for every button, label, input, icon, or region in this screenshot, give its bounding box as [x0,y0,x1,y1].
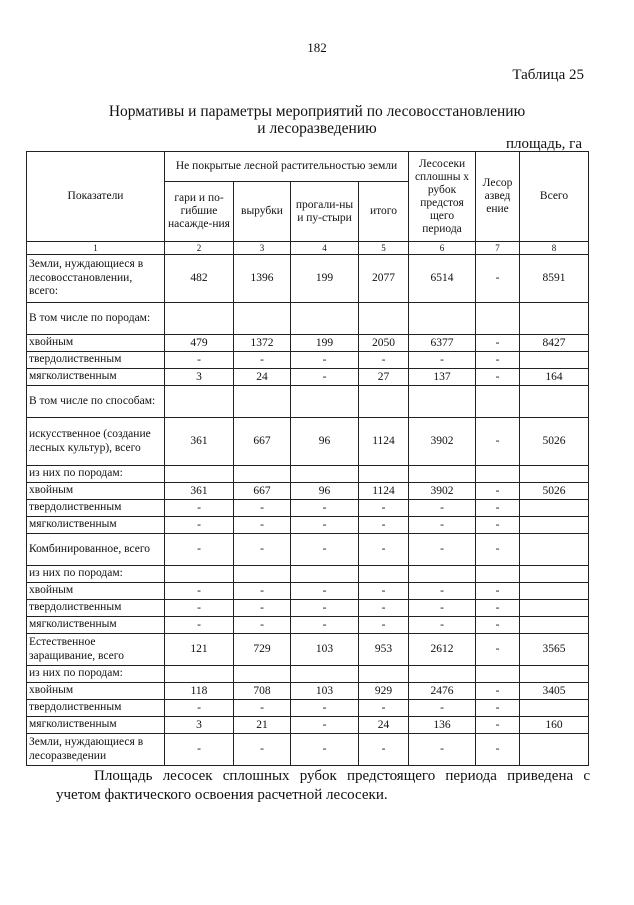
table-body [27,255,589,766]
table-cell [520,617,589,634]
table-row [27,700,589,717]
table-cell: - [476,500,520,517]
table-cell [520,466,589,483]
table-cell [520,352,589,369]
table-cell [520,386,589,418]
table-cell: 1372 [234,335,291,352]
table-cell [520,583,589,600]
table-cell [359,303,409,335]
table-cell: - [291,583,359,600]
table-cell: - [234,583,291,600]
table-cell: 199 [291,255,359,303]
table-cell: - [291,517,359,534]
row-label: В том числе по породам: [27,303,165,335]
table-cell: - [476,517,520,534]
table-cell [520,500,589,517]
table-cell: - [234,600,291,617]
column-index: 8 [520,242,589,255]
table-row [27,255,589,303]
table-cell: - [409,700,476,717]
table-cell: - [359,600,409,617]
table-cell: - [409,600,476,617]
table-cell: 6514 [409,255,476,303]
table-row [27,466,589,483]
table-cell: - [234,534,291,566]
table-cell [520,534,589,566]
table-cell: - [291,717,359,734]
table-cell: 24 [234,369,291,386]
table-cell: - [165,583,234,600]
table-title [0,103,634,137]
table-cell: 953 [359,634,409,666]
table-cell: 3 [165,717,234,734]
table-cell: - [291,734,359,766]
header-glades: прогали-ны и пу-стыри [291,182,359,242]
table-row [27,303,589,335]
table-cell: - [476,734,520,766]
table-cell: 2476 [409,683,476,700]
table-row [27,683,589,700]
table-row [27,352,589,369]
table-cell: 3902 [409,418,476,466]
table-cell [291,303,359,335]
table-cell: 24 [359,717,409,734]
table-cell: - [476,534,520,566]
table-cell [520,734,589,766]
table-cell: - [291,352,359,369]
table-row [27,418,589,466]
table-cell: - [409,500,476,517]
table-cell: 1124 [359,483,409,500]
row-label: хвойным [27,583,165,600]
table-cell: - [291,600,359,617]
header-total-sub: итого [359,182,409,242]
table-cell [409,666,476,683]
table-cell [359,566,409,583]
table-cell: - [234,734,291,766]
table-row [27,734,589,766]
table-cell: - [291,700,359,717]
header-indicators: Показатели [27,152,165,242]
column-index: 4 [291,242,359,255]
table-cell: - [165,534,234,566]
table-cell: 8591 [520,255,589,303]
table-cell: 2077 [359,255,409,303]
table-cell: 482 [165,255,234,303]
table-cell [165,566,234,583]
table-cell: - [359,617,409,634]
table-cell: - [409,517,476,534]
table-cell [520,700,589,717]
row-label: хвойным [27,483,165,500]
table-cell [291,386,359,418]
table-cell: - [165,517,234,534]
row-label: твердолиственным [27,600,165,617]
page-number: 182 [307,40,327,55]
column-index: 7 [476,242,520,255]
table-cell: 103 [291,634,359,666]
table-cell: - [476,634,520,666]
column-index: 6 [409,242,476,255]
row-label: мягколиственным [27,617,165,634]
table-cell: - [476,369,520,386]
row-label: мягколиственным [27,517,165,534]
table-cell [520,566,589,583]
table-cell: - [476,418,520,466]
table-cell: 361 [165,418,234,466]
table-cell [234,466,291,483]
table-cell: 3405 [520,683,589,700]
column-index: 3 [234,242,291,255]
table-cell: 27 [359,369,409,386]
table-cell [409,303,476,335]
table-cell: 3902 [409,483,476,500]
table-cell: 5026 [520,418,589,466]
table-row [27,617,589,634]
table-cell [165,386,234,418]
table-cell: - [476,717,520,734]
row-label: из них по породам: [27,566,165,583]
table-cell: - [359,734,409,766]
table-cell: 3565 [520,634,589,666]
table-row [27,500,589,517]
row-label: Земли, нуждающиеся в лесовосстановлении, всего: [27,255,165,303]
header-burned: гари и по-гибшие насажде-ния [165,182,234,242]
table-number: Таблица 25 [512,67,584,83]
table-cell [409,566,476,583]
row-label: из них по породам: [27,666,165,683]
table-cell: 929 [359,683,409,700]
table-cell [359,666,409,683]
table-cell [234,386,291,418]
table-row [27,369,589,386]
table-cell [476,386,520,418]
table-cell [165,466,234,483]
row-label: твердолиственным [27,700,165,717]
table-cell: 137 [409,369,476,386]
table-cell [234,666,291,683]
table-cell [291,566,359,583]
header-clearcut: Лесосеки сплошны х рубок предстоя щего периода [409,152,476,242]
table-cell: - [291,369,359,386]
table-cell: - [409,534,476,566]
row-label: искусственное (создание лесных культур), всего [27,418,165,466]
header-afforestation: Лесор азвед ение [476,152,520,242]
table-title-line-1: Нормативы и параметры мероприятий по лесовосстановлению [108,103,526,120]
table-cell: 164 [520,369,589,386]
table-cell: - [409,352,476,369]
table-cell: 96 [291,418,359,466]
table-row [27,666,589,683]
table-cell: 361 [165,483,234,500]
table-row [27,517,589,534]
data-table [26,151,589,766]
table-cell: - [234,517,291,534]
table-cell: 667 [234,483,291,500]
table-row [27,717,589,734]
table-cell: - [476,700,520,717]
table-cell: 199 [291,335,359,352]
table-cell: - [291,534,359,566]
table-cell: 103 [291,683,359,700]
row-label: Земли, нуждающиеся в лесоразведении [27,734,165,766]
row-label: твердолиственным [27,352,165,369]
table-cell: - [165,600,234,617]
table-cell [476,466,520,483]
row-label: В том числе по способам: [27,386,165,418]
table-cell: 136 [409,717,476,734]
row-label: из них по породам: [27,466,165,483]
table-cell: - [359,352,409,369]
table-cell: - [165,734,234,766]
table-cell: - [476,617,520,634]
table-cell: - [409,617,476,634]
table-cell [234,566,291,583]
table-cell [359,386,409,418]
table-cell [476,666,520,683]
column-index: 5 [359,242,409,255]
table-cell: - [359,517,409,534]
column-index: 1 [27,242,165,255]
table-cell [409,386,476,418]
table-cell: 118 [165,683,234,700]
table-cell [165,666,234,683]
table-cell: - [409,583,476,600]
table-cell [359,466,409,483]
table-cell: - [476,352,520,369]
table-cell [291,666,359,683]
table-cell: - [409,734,476,766]
table-row [27,583,589,600]
table-cell: 708 [234,683,291,700]
table-cell: 1124 [359,418,409,466]
row-label: мягколиственным [27,717,165,734]
row-label: твердолиственным [27,500,165,517]
table-title-line-2: и лесоразведению [257,120,377,137]
table-cell: - [359,534,409,566]
header-not-covered: Не покрытые лесной растительностью земли [165,152,409,182]
table-cell [291,466,359,483]
table-cell [409,466,476,483]
table-cell: - [165,700,234,717]
table-row [27,483,589,500]
table-cell: 479 [165,335,234,352]
column-index: 2 [165,242,234,255]
table-row [27,534,589,566]
table-cell: 2050 [359,335,409,352]
row-label: хвойным [27,683,165,700]
table-cell [476,566,520,583]
table-cell: - [234,700,291,717]
table-cell: - [291,500,359,517]
footer-note: Площадь лесосек сплошных рубок предстоящего периода приведена с учетом фактического освоения расчетной лесосеки. [56,768,590,803]
row-label: хвойным [27,335,165,352]
table-cell: 160 [520,717,589,734]
table-cell: - [476,335,520,352]
table-cell: - [359,500,409,517]
table-cell: 2612 [409,634,476,666]
table-row [27,600,589,617]
table-row [27,634,589,666]
table-cell: - [234,500,291,517]
unit-label: площадь, га [505,136,582,152]
table-cell: 5026 [520,483,589,500]
table-cell [520,303,589,335]
row-label: мягколиственным [27,369,165,386]
table-cell: - [165,617,234,634]
table-row [27,335,589,352]
table-cell: 1396 [234,255,291,303]
table-cell: 8427 [520,335,589,352]
table-cell: - [165,500,234,517]
table-cell: - [359,700,409,717]
table-cell: 121 [165,634,234,666]
table-cell [520,666,589,683]
row-label: Комбинированное, всего [27,534,165,566]
table-cell: - [165,352,234,369]
table-cell: - [476,600,520,617]
row-label: Естественное заращивание, всего [27,634,165,666]
table-cell: 3 [165,369,234,386]
table-cell [234,303,291,335]
header-total: Всего [520,152,589,242]
table-cell: 667 [234,418,291,466]
table-row [27,386,589,418]
table-cell: - [476,255,520,303]
table-cell: 729 [234,634,291,666]
table-cell: 6377 [409,335,476,352]
table-cell [520,600,589,617]
table-cell: 96 [291,483,359,500]
table-cell: - [359,583,409,600]
header-cuttings: вырубки [234,182,291,242]
table-cell: - [476,583,520,600]
table-cell [165,303,234,335]
table-cell: 21 [234,717,291,734]
column-index-row [27,242,589,255]
table-cell [520,517,589,534]
table-row [27,566,589,583]
table-cell: - [476,683,520,700]
table-cell: - [476,483,520,500]
table-cell: - [234,352,291,369]
table-cell: - [291,617,359,634]
table-cell [476,303,520,335]
table-cell: - [234,617,291,634]
